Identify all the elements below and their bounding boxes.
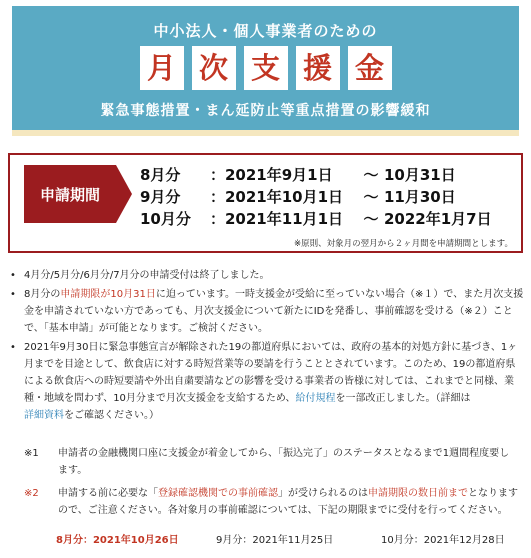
notice-text: に迫っています。一時支援金が受給に至っていない場合（※１）で、また月次支援金を申請されていない方であっても、月次支援金について新たにIDを発番し、事前確認を受ける（※２）ことで、「基本申請」が可能となります。ご検討ください。 [24, 289, 524, 334]
deadline-highlight: 申請期限が10月31日 [60, 289, 156, 300]
banner-title-char: 次 [192, 46, 236, 90]
notice-text: をご確認ください。） [64, 410, 159, 421]
period-month: 8月分 [140, 165, 181, 184]
period-sep: ～ [363, 209, 379, 228]
benefit-rules-link[interactable]: 給付規程 [295, 393, 336, 404]
period-table [140, 163, 504, 229]
details-link[interactable]: 詳細資料 [24, 410, 64, 421]
footnote [24, 445, 519, 479]
footnote-highlight: 登録確認機関での事前確認 [158, 488, 278, 499]
footnote-text: 申請者の金融機関口座に支援金が着金してから、「振込完了」のステータスとなるまで1週間程度要します。 [58, 448, 510, 476]
footnote-highlight: 申請期限の数日前まで [368, 488, 468, 499]
period-month: 9月分 [140, 187, 181, 206]
deadline-october: 10月分：2021年12月28日 [381, 535, 505, 546]
period-row [140, 185, 504, 207]
period-start: ：2021年11月1日 [210, 209, 344, 228]
period-end: 10月31日 [384, 165, 456, 184]
banner-tagline: 緊急事態措置・まん延防止等重点措置の影響緩和 [100, 103, 431, 119]
footnote [24, 485, 519, 519]
pre-check-deadlines [56, 531, 526, 546]
period-end: 11月30日 [384, 187, 456, 206]
banner-subtitle: 中小法人・個人事業者のための [153, 22, 378, 40]
period-row [140, 207, 504, 229]
period-end: 2022年1月7日 [384, 209, 492, 228]
footnote-mark: ※2 [24, 488, 39, 499]
notice-text: 2021年9月30日に緊急事態宣言が解除された19の都道府県においては、政府の基本的対処方針に基づき、1ヶ月までを目途として、飲食店に対する時短営業等の要請を行うこととされています。このため、19の都道府県による飲食店への時短要請や外出自粛要請などの影響を受ける事業者の皆様に対しては、これまでと同様、業種・地域を問わず、10月分まで月次支援金を支給するため、 [24, 342, 518, 404]
banner-title-char: 支 [244, 46, 288, 90]
hero-banner [12, 6, 519, 136]
notice-list [6, 267, 525, 426]
list-item [6, 286, 525, 337]
banner-title-char: 金 [348, 46, 392, 90]
notice-text: 4月分/5月分/6月分/7月分の申請受付は終了しました。 [24, 270, 270, 281]
banner-title-char: 援 [296, 46, 340, 90]
period-start: ：2021年10月1日 [210, 187, 344, 206]
list-item [6, 339, 525, 424]
footnotes [24, 445, 519, 525]
period-month: 10月分 [140, 209, 191, 228]
application-period-box [8, 153, 523, 253]
period-start: ：2021年9月1日 [210, 165, 333, 184]
deadline-august: 8月分：2021年10月26日 [56, 535, 179, 546]
footnote-text: 」が受けられるのは [278, 488, 368, 499]
chevron-right-icon [116, 165, 132, 223]
period-label: 申請期間 [24, 165, 116, 223]
notice-text: を一部改正しました。（詳細は [335, 393, 471, 404]
period-row [140, 163, 504, 185]
period-note: ※原則、対象月の翌月から２ヶ月間を申請期間とします。 [294, 239, 513, 249]
footnote-text: 申請する前に必要な「 [58, 488, 158, 499]
footnote-text: となりますので、ご注意ください。各対象月の事前確認については、下記の期限までに受付を行ってください。 [58, 488, 518, 516]
list-item [6, 267, 525, 284]
period-sep: ～ [363, 165, 379, 184]
period-sep: ～ [363, 187, 379, 206]
footnote-mark: ※1 [24, 448, 39, 459]
banner-title-char: 月 [140, 46, 184, 90]
banner-title [12, 46, 519, 90]
notice-text: 8月分の [24, 289, 61, 300]
deadline-september: 9月分：2021年11月25日 [216, 535, 334, 546]
